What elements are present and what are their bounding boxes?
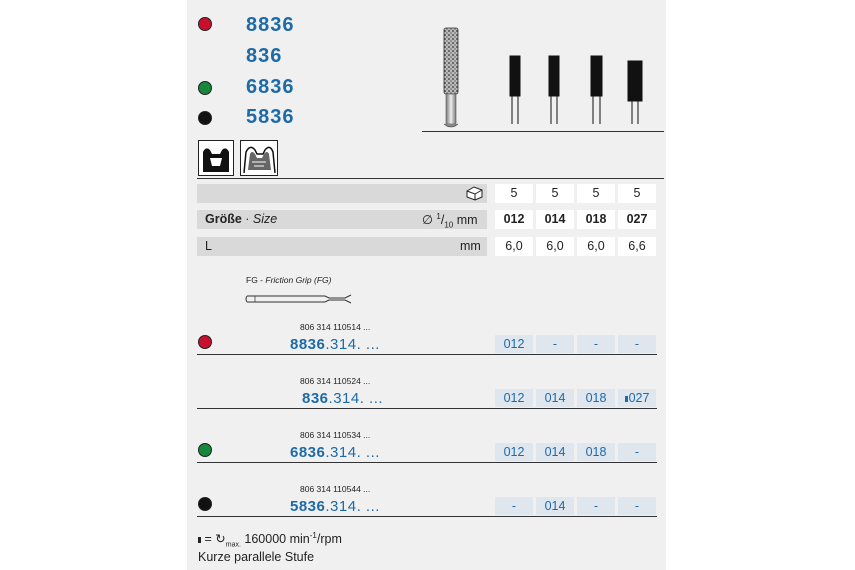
row-divider bbox=[197, 408, 657, 409]
length-unit: mm bbox=[460, 239, 481, 253]
product-option[interactable]: 018 bbox=[577, 389, 615, 407]
fg-shank-icon bbox=[245, 292, 353, 306]
rotation-icon: ↻ bbox=[215, 532, 226, 547]
product-option[interactable]: 014 bbox=[536, 497, 574, 515]
length-cell: 6,0 bbox=[577, 237, 615, 256]
row-divider bbox=[197, 516, 657, 517]
product-option-value: 027 bbox=[628, 391, 650, 405]
product-ref: 806 314 110524 ... bbox=[300, 376, 371, 386]
product-option[interactable]: 014 bbox=[536, 443, 574, 461]
pack-cell: 5 bbox=[577, 184, 615, 203]
product-option[interactable]: 012 bbox=[495, 443, 533, 461]
ring-red bbox=[198, 17, 212, 31]
shank-label: FG - Friction Grip (FG) bbox=[246, 275, 332, 285]
product-ref: 806 314 110544 ... bbox=[300, 484, 371, 494]
size-cell: 027 bbox=[618, 210, 656, 229]
product-option[interactable]: 012 bbox=[495, 389, 533, 407]
size-cell: 018 bbox=[577, 210, 615, 229]
row-divider bbox=[197, 354, 657, 355]
product-code: 5836.314. ... bbox=[290, 498, 380, 515]
product-ref: 806 314 110514 ... bbox=[300, 322, 371, 332]
product-option[interactable] bbox=[618, 389, 656, 407]
pack-cell: 5 bbox=[495, 184, 533, 203]
product-option[interactable]: - bbox=[577, 335, 615, 353]
indication-crown-icon bbox=[198, 140, 234, 176]
icon-divider bbox=[197, 178, 664, 179]
product-code: 836.314. ... bbox=[302, 390, 384, 407]
code-5836: 5836 bbox=[246, 106, 295, 128]
product-option[interactable]: 018 bbox=[577, 443, 615, 461]
size-label: Größe · Size bbox=[205, 212, 278, 226]
product-option[interactable]: - bbox=[618, 497, 656, 515]
product-ref: 806 314 110534 ... bbox=[300, 430, 371, 440]
row-divider bbox=[197, 462, 657, 463]
ring-black bbox=[198, 497, 212, 511]
length-cell: 6,0 bbox=[495, 237, 533, 256]
ring-black bbox=[198, 111, 212, 125]
pack-row-bg bbox=[197, 184, 487, 203]
length-cell: 6,0 bbox=[536, 237, 574, 256]
ring-green bbox=[198, 443, 212, 457]
size-cell: 012 bbox=[495, 210, 533, 229]
header-divider bbox=[422, 131, 664, 132]
rpm-limit-icon bbox=[198, 537, 201, 543]
product-option[interactable]: - bbox=[618, 335, 656, 353]
pack-cell: 5 bbox=[618, 184, 656, 203]
code-836: 836 bbox=[246, 45, 283, 67]
size-cell: 014 bbox=[536, 210, 574, 229]
length-cell: 6,6 bbox=[618, 237, 656, 256]
product-option[interactable]: 014 bbox=[536, 389, 574, 407]
code-6836: 6836 bbox=[246, 76, 295, 98]
ring-green bbox=[198, 81, 212, 95]
product-option[interactable]: - bbox=[577, 497, 615, 515]
code-8836: 8836 bbox=[246, 14, 295, 36]
size-silhouettes bbox=[496, 48, 666, 130]
bur-illustration bbox=[432, 26, 472, 130]
rpm-note: = $↻_{max.}$ 160000 $\min^{-1}$/rpm bbox=[198, 531, 342, 549]
product-option[interactable]: 012 bbox=[495, 335, 533, 353]
product-option[interactable]: - bbox=[495, 497, 533, 515]
product-option[interactable]: - bbox=[536, 335, 574, 353]
rpm-limit-icon bbox=[625, 396, 628, 402]
footer-note: Kurze parallele Stufe bbox=[198, 550, 315, 564]
product-code: 8836.314. ... bbox=[290, 336, 380, 353]
indication-prep-icon bbox=[240, 140, 278, 176]
product-code: 6836.314. ... bbox=[290, 444, 380, 461]
package-icon bbox=[466, 186, 483, 201]
pack-cell: 5 bbox=[536, 184, 574, 203]
length-label: L bbox=[205, 239, 212, 253]
size-unit: ∅ $^1/_{10}$ mm bbox=[422, 212, 478, 230]
product-option[interactable]: - bbox=[618, 443, 656, 461]
length-row-bg bbox=[197, 237, 487, 256]
ring-red bbox=[198, 335, 212, 349]
